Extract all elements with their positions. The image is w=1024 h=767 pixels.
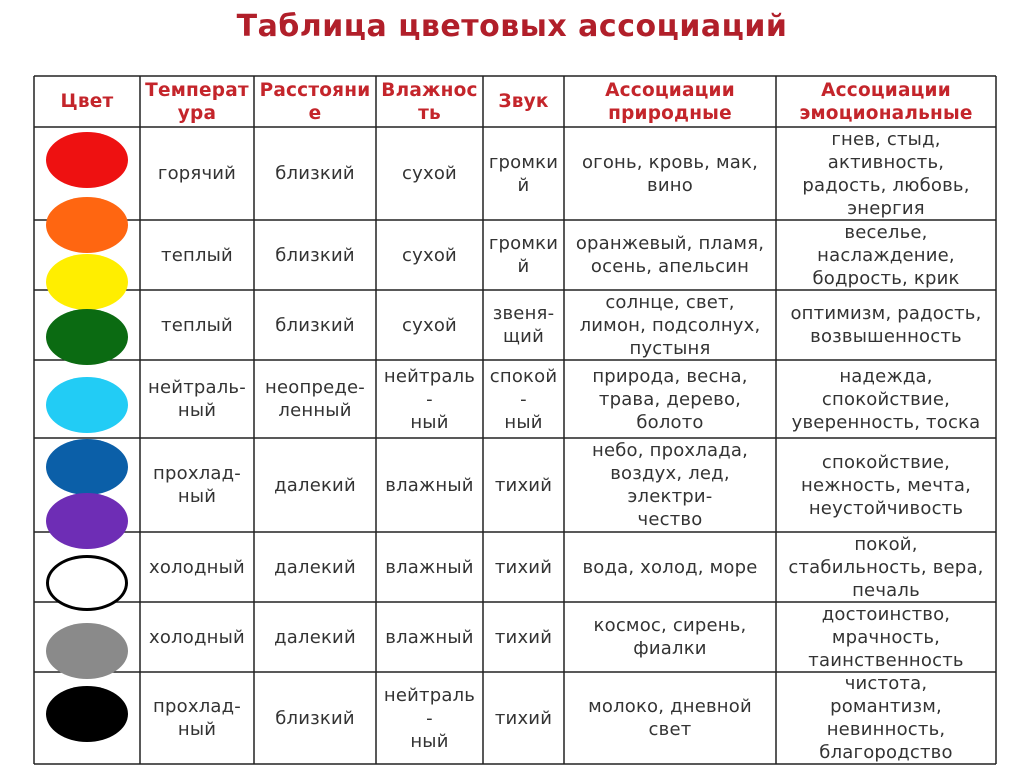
cell-sound: спокой - ный (489, 365, 558, 433)
cell-nature: солнце, свет, лимон, подсолнух, пустыня (579, 291, 761, 359)
cell-temperature: прохлад- ный (153, 696, 241, 740)
cell-temperature: холодный (149, 556, 245, 578)
cell-distance: близкий (275, 707, 355, 729)
cell-sound: громки й (488, 233, 559, 277)
cell-emotion: гнев, стыд, активность, радость, любовь, энергия (802, 128, 970, 219)
cell-sound: звеня- щий (492, 303, 555, 347)
cell-humidity: нейтраль - ный (383, 684, 476, 752)
cell-humidity: влажный (385, 626, 474, 648)
cell-nature: природа, весна, трава, дерево, болото (592, 365, 748, 433)
cell-humidity: нейтраль - ный (383, 365, 476, 433)
header-cell: Звук (498, 91, 549, 112)
cell-nature: огонь, кровь, мак, вино (581, 151, 759, 196)
cell-emotion: достоинство, мрачность, таинственность (808, 603, 964, 671)
color-swatch (46, 623, 128, 679)
cell-emotion: веселье, наслаждение, бодрость, крик (812, 221, 960, 289)
cell-temperature: холодный (149, 626, 245, 648)
cell-nature: молоко, дневной свет (588, 696, 752, 740)
page-title: Таблица цветовых ассоциаций (236, 9, 788, 44)
cell-distance: близкий (275, 163, 355, 184)
color-swatch (46, 555, 128, 611)
color-swatch (46, 254, 128, 310)
color-swatch (46, 377, 128, 433)
cell-emotion: надежда, спокойствие, уверенность, тоска (791, 365, 981, 433)
cell-temperature: нейтраль- ный (148, 377, 246, 421)
header-cell: Ассоциации эмоциональные (799, 79, 973, 124)
cell-humidity: сухой (402, 244, 457, 266)
color-swatch (46, 439, 128, 495)
cell-distance: близкий (275, 314, 355, 336)
cell-nature: небо, прохлада, воздух, лед, электри- чество (592, 440, 748, 530)
cell-sound: тихий (494, 474, 553, 496)
color-swatch (46, 197, 128, 253)
header-cell: Ассоциации природные (605, 79, 735, 124)
cell-sound: тихий (494, 707, 553, 729)
color-swatch (46, 132, 128, 188)
cell-humidity: влажный (385, 556, 474, 578)
cell-nature: космос, сирень, фиалки (593, 615, 747, 659)
cell-temperature: теплый (161, 244, 233, 266)
color-swatch (46, 493, 128, 549)
cell-distance: неопреде- ленный (265, 377, 365, 421)
cell-distance: далекий (274, 474, 356, 496)
cell-emotion: оптимизм, радость, возвышенность (790, 303, 982, 347)
cell-sound: громки й (488, 151, 559, 196)
cell-humidity: влажный (385, 474, 474, 496)
cell-temperature: прохлад- ный (153, 463, 241, 507)
cell-distance: далекий (274, 556, 356, 578)
cell-emotion: покой, стабильность, вера, печаль (788, 533, 984, 601)
cell-nature: вода, холод, море (582, 556, 758, 578)
cell-temperature: теплый (161, 314, 233, 336)
color-swatch (46, 309, 128, 365)
cell-sound: тихий (494, 556, 553, 578)
header-cell: Цвет (60, 91, 114, 112)
cell-temperature: горячий (157, 163, 237, 184)
cell-distance: далекий (274, 626, 356, 648)
cell-humidity: сухой (402, 163, 457, 184)
header-cell: Температ ура (145, 79, 249, 124)
header-cell: Влажнос ть (381, 79, 478, 124)
cell-nature: оранжевый, пламя, осень, апельсин (575, 233, 765, 277)
cell-emotion: спокойствие, нежность, мечта, неустойчивость (801, 451, 971, 519)
cell-humidity: сухой (402, 314, 457, 336)
color-swatch (46, 686, 128, 742)
header-cell: Расстояни е (259, 79, 371, 124)
cell-emotion: чистота, романтизм, невинность, благородство (819, 673, 953, 763)
cell-sound: тихий (494, 626, 553, 648)
cell-distance: близкий (275, 244, 355, 266)
